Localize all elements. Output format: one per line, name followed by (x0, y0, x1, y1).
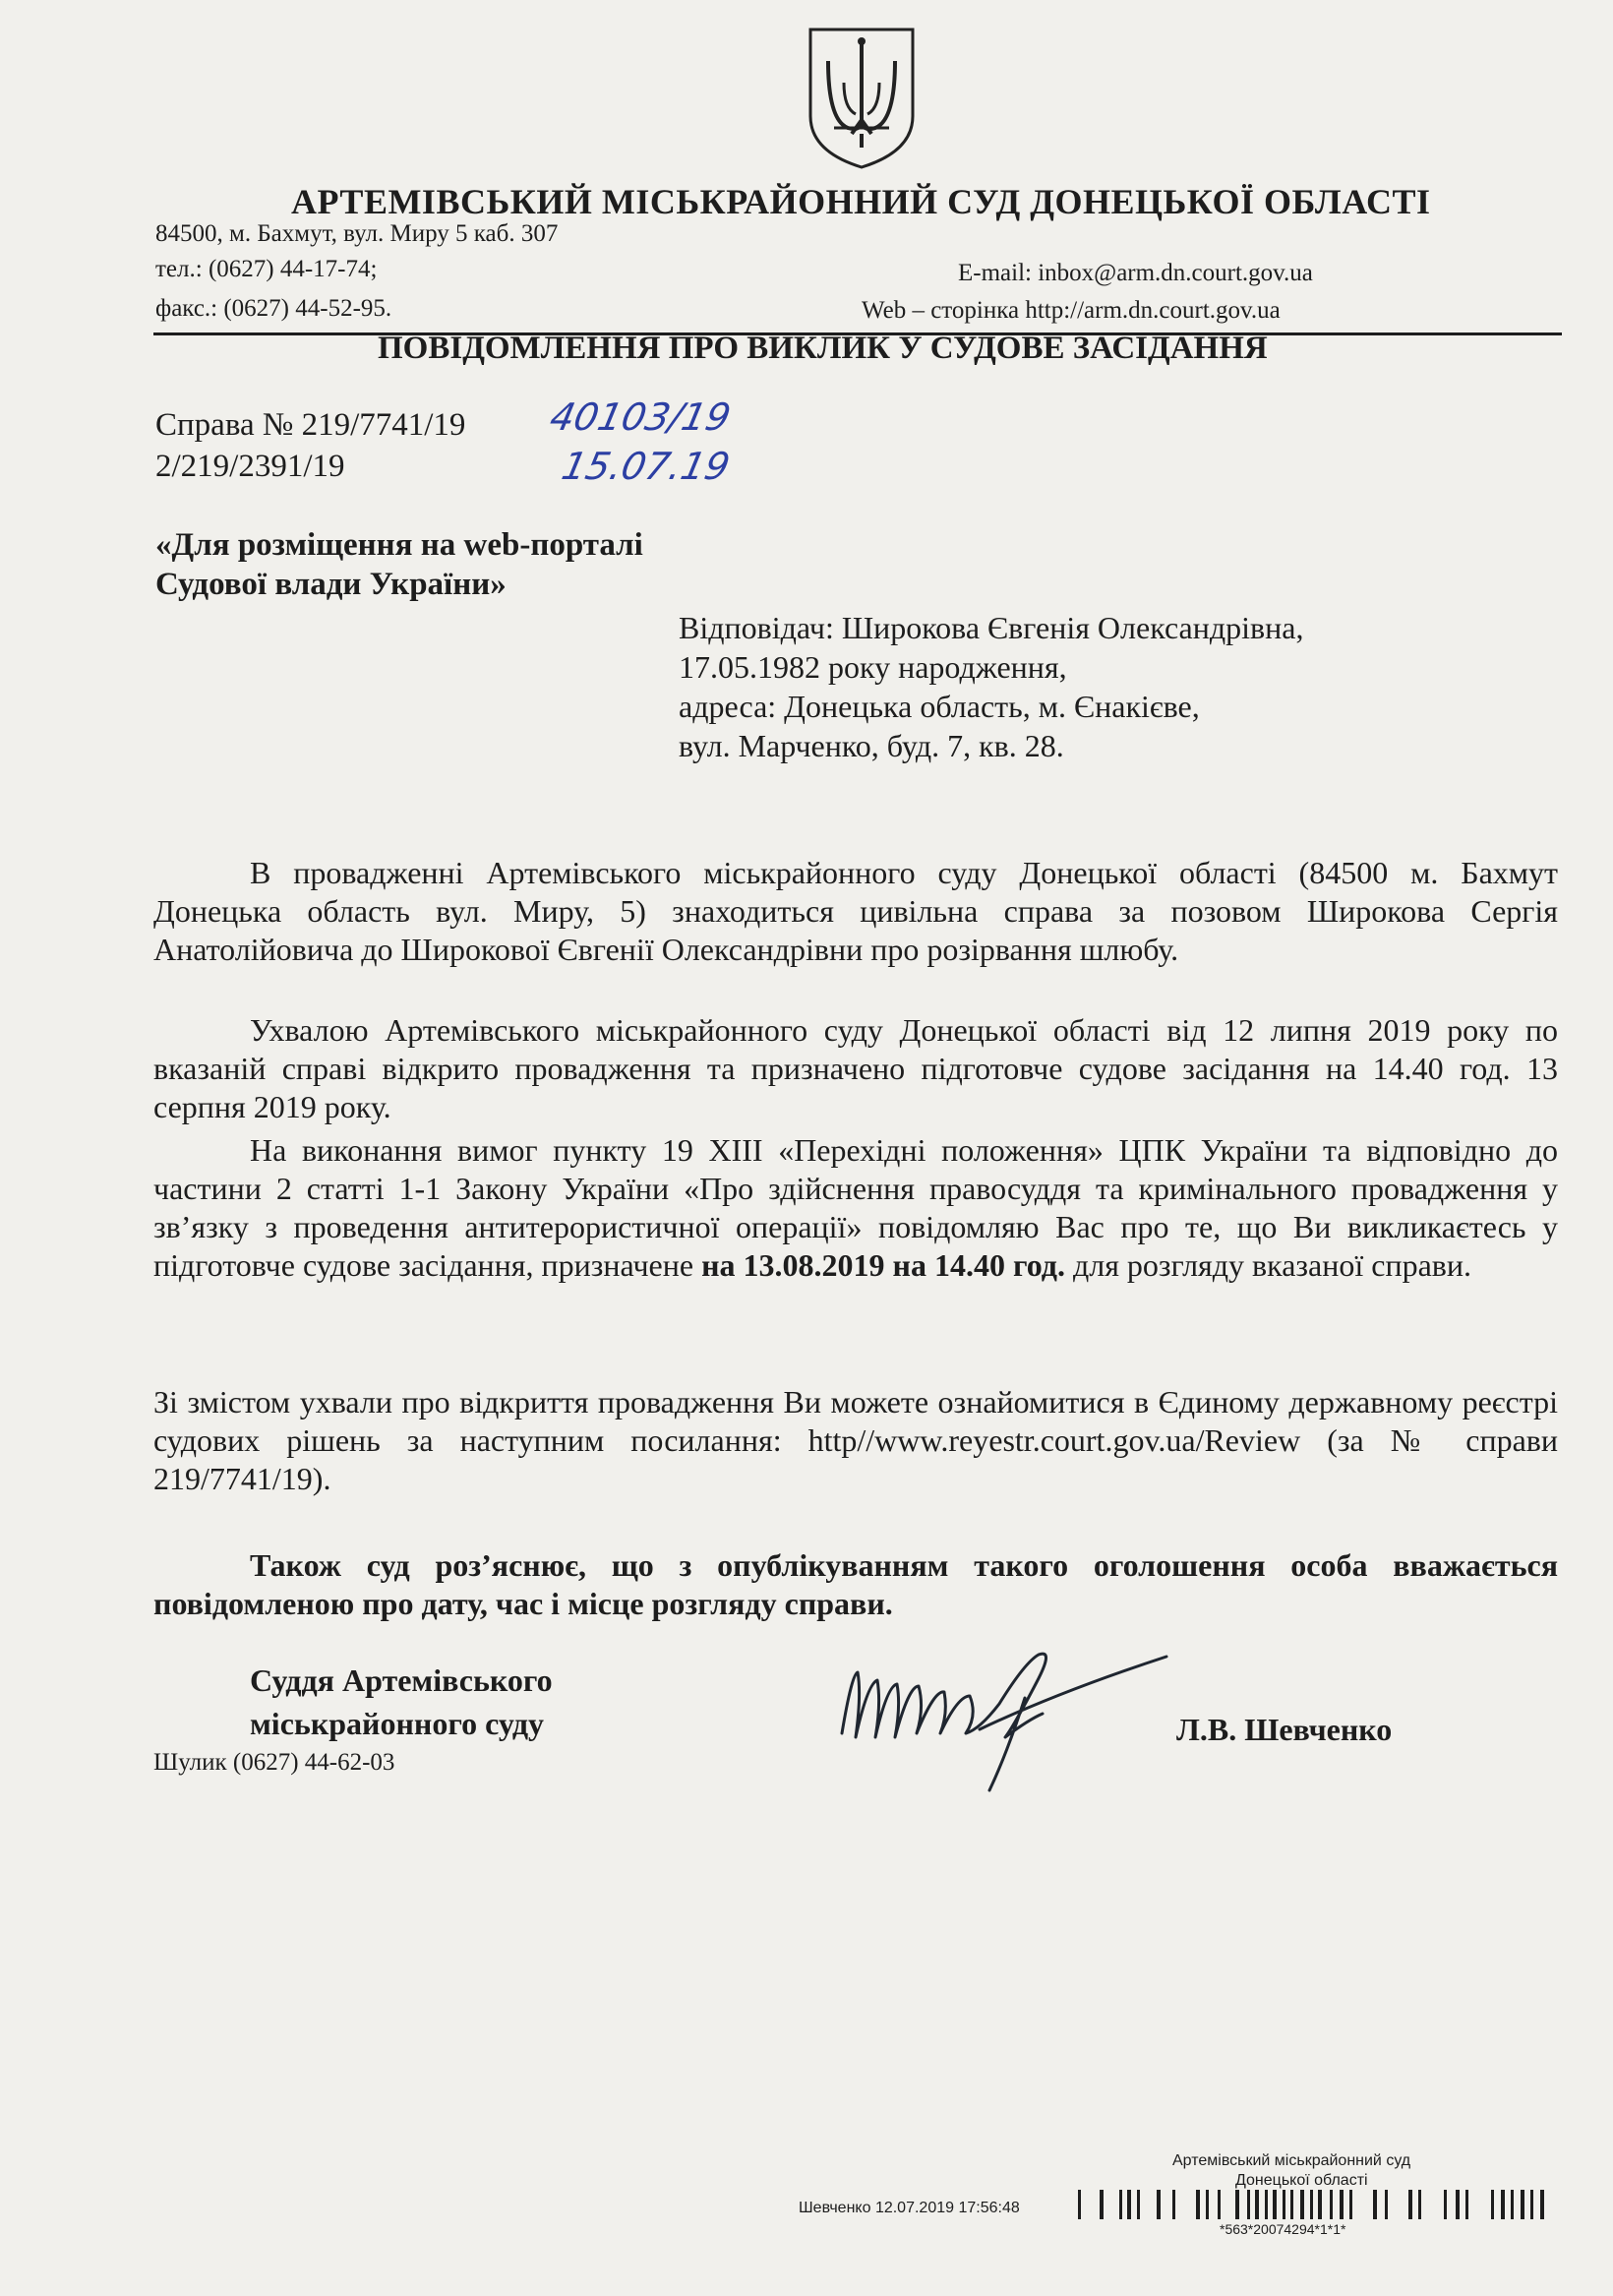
case-number: Справа № 219/7741/19 (155, 407, 466, 443)
signer-role-line1: Суддя Артемівського (250, 1662, 553, 1698)
hearing-datetime: на 13.08.2019 на 14.40 год. (701, 1247, 1065, 1283)
document-title: ПОВІДОМЛЕННЯ ПРО ВИКЛИК У СУДОВЕ ЗАСІДАННЯ (378, 331, 1268, 366)
respondent-address-line2: вул. Марченко, буд. 7, кв. 28. (679, 728, 1064, 763)
body-paragraph-5: Також суд роз’яснює, що з опублікуванням такого оголошення особа вважається повідомленою про дату, час і місце розгляду справи. (153, 1547, 1558, 1621)
executor-contact: Шулик (0627) 44-62-03 (153, 1749, 395, 1776)
portal-note-line1: «Для розміщення на web-порталі (155, 527, 643, 563)
portal-note-line2: Судової влади України» (155, 567, 507, 602)
body-paragraph-3 (153, 1131, 1558, 1285)
court-fax: факс.: (0627) 44-52-95. (155, 295, 392, 322)
respondent-address-line1: адреса: Донецька область, м. Єнакієве, (679, 689, 1200, 724)
paragraph-3-end: для розгляду вказаної справи. (1064, 1247, 1472, 1283)
handwritten-registration-date: 15.07.19 (558, 445, 734, 488)
paragraph-3-text: На виконання вимог пункту 19 ХІІІ «Перехідні положення» ЦПК України та відповідно до частини 2 статті 1-1 Закону України «Про здійснення правосуддя та кримінального провадження у зв’язку з проведення антитерористичної операції» повідомляю Вас про те, що Ви викликаєтесь у підготовче судове засідання, призначене (153, 1132, 1558, 1283)
signer-name: Л.В. Шевченко (1176, 1712, 1393, 1747)
stamp-court-line1: Артемівський міськрайонний суд (1172, 2152, 1411, 2169)
proceeding-number: 2/219/2391/19 (155, 449, 345, 484)
respondent-name: Відповідач: Широкова Євгенія Олександрівна, (679, 610, 1304, 645)
court-name: АРТЕМІВСЬКИЙ МІСЬКРАЙОННИЙ СУД ДОНЕЦЬКОЇ ОБЛАСТІ (291, 182, 1431, 221)
stamp-registration: Шевченко 12.07.2019 17:56:48 (799, 2200, 1020, 2216)
handwritten-registration-number: 40103/19 (546, 395, 735, 439)
body-paragraph-2: Ухвалою Артемівського міськрайонного суду Донецької області від 12 липня 2019 року по вказаній справі відкрито провадження та призначено підготовче судове засідання на 14.40 год. 13 серпня 2019 року. (153, 1012, 1558, 1124)
respondent-birthdate: 17.05.1982 року народження, (679, 649, 1067, 685)
court-website: Web – сторінка http://arm.dn.court.gov.ua (862, 297, 1281, 324)
court-email: E-mail: inbox@arm.dn.court.gov.ua (958, 260, 1313, 286)
signer-role-line2: міськрайонного суду (250, 1706, 545, 1741)
body-paragraph-4: Зі змістом ухвали про відкриття провадження Ви можете ознайомитися в Єдиному державному реєстрі судових рішень за наступним посилання: http//www.reyestr.court.gov.ua/Review (за № справи 219/7741/19). (153, 1384, 1558, 1496)
handwritten-signature-icon (832, 1635, 1176, 1792)
court-phone: тел.: (0627) 44-17-74; (155, 256, 378, 282)
body-paragraph-1: В провадженні Артемівського міськрайонного суду Донецької області (84500 м. Бахмут Донецька область вул. Миру, 5) знаходиться цивільна справа за позовом Широкова Сергія Анатолійовича до Широкової Євгенії Олександрівни про розірвання шлюбу. (153, 855, 1558, 967)
stamp-court-line2: Донецької області (1235, 2172, 1368, 2189)
court-address: 84500, м. Бахмут, вул. Миру 5 каб. 307 (155, 220, 559, 247)
barcode-number: *563*20074294*1*1* (1220, 2221, 1346, 2237)
coat-of-arms-icon (805, 26, 919, 171)
